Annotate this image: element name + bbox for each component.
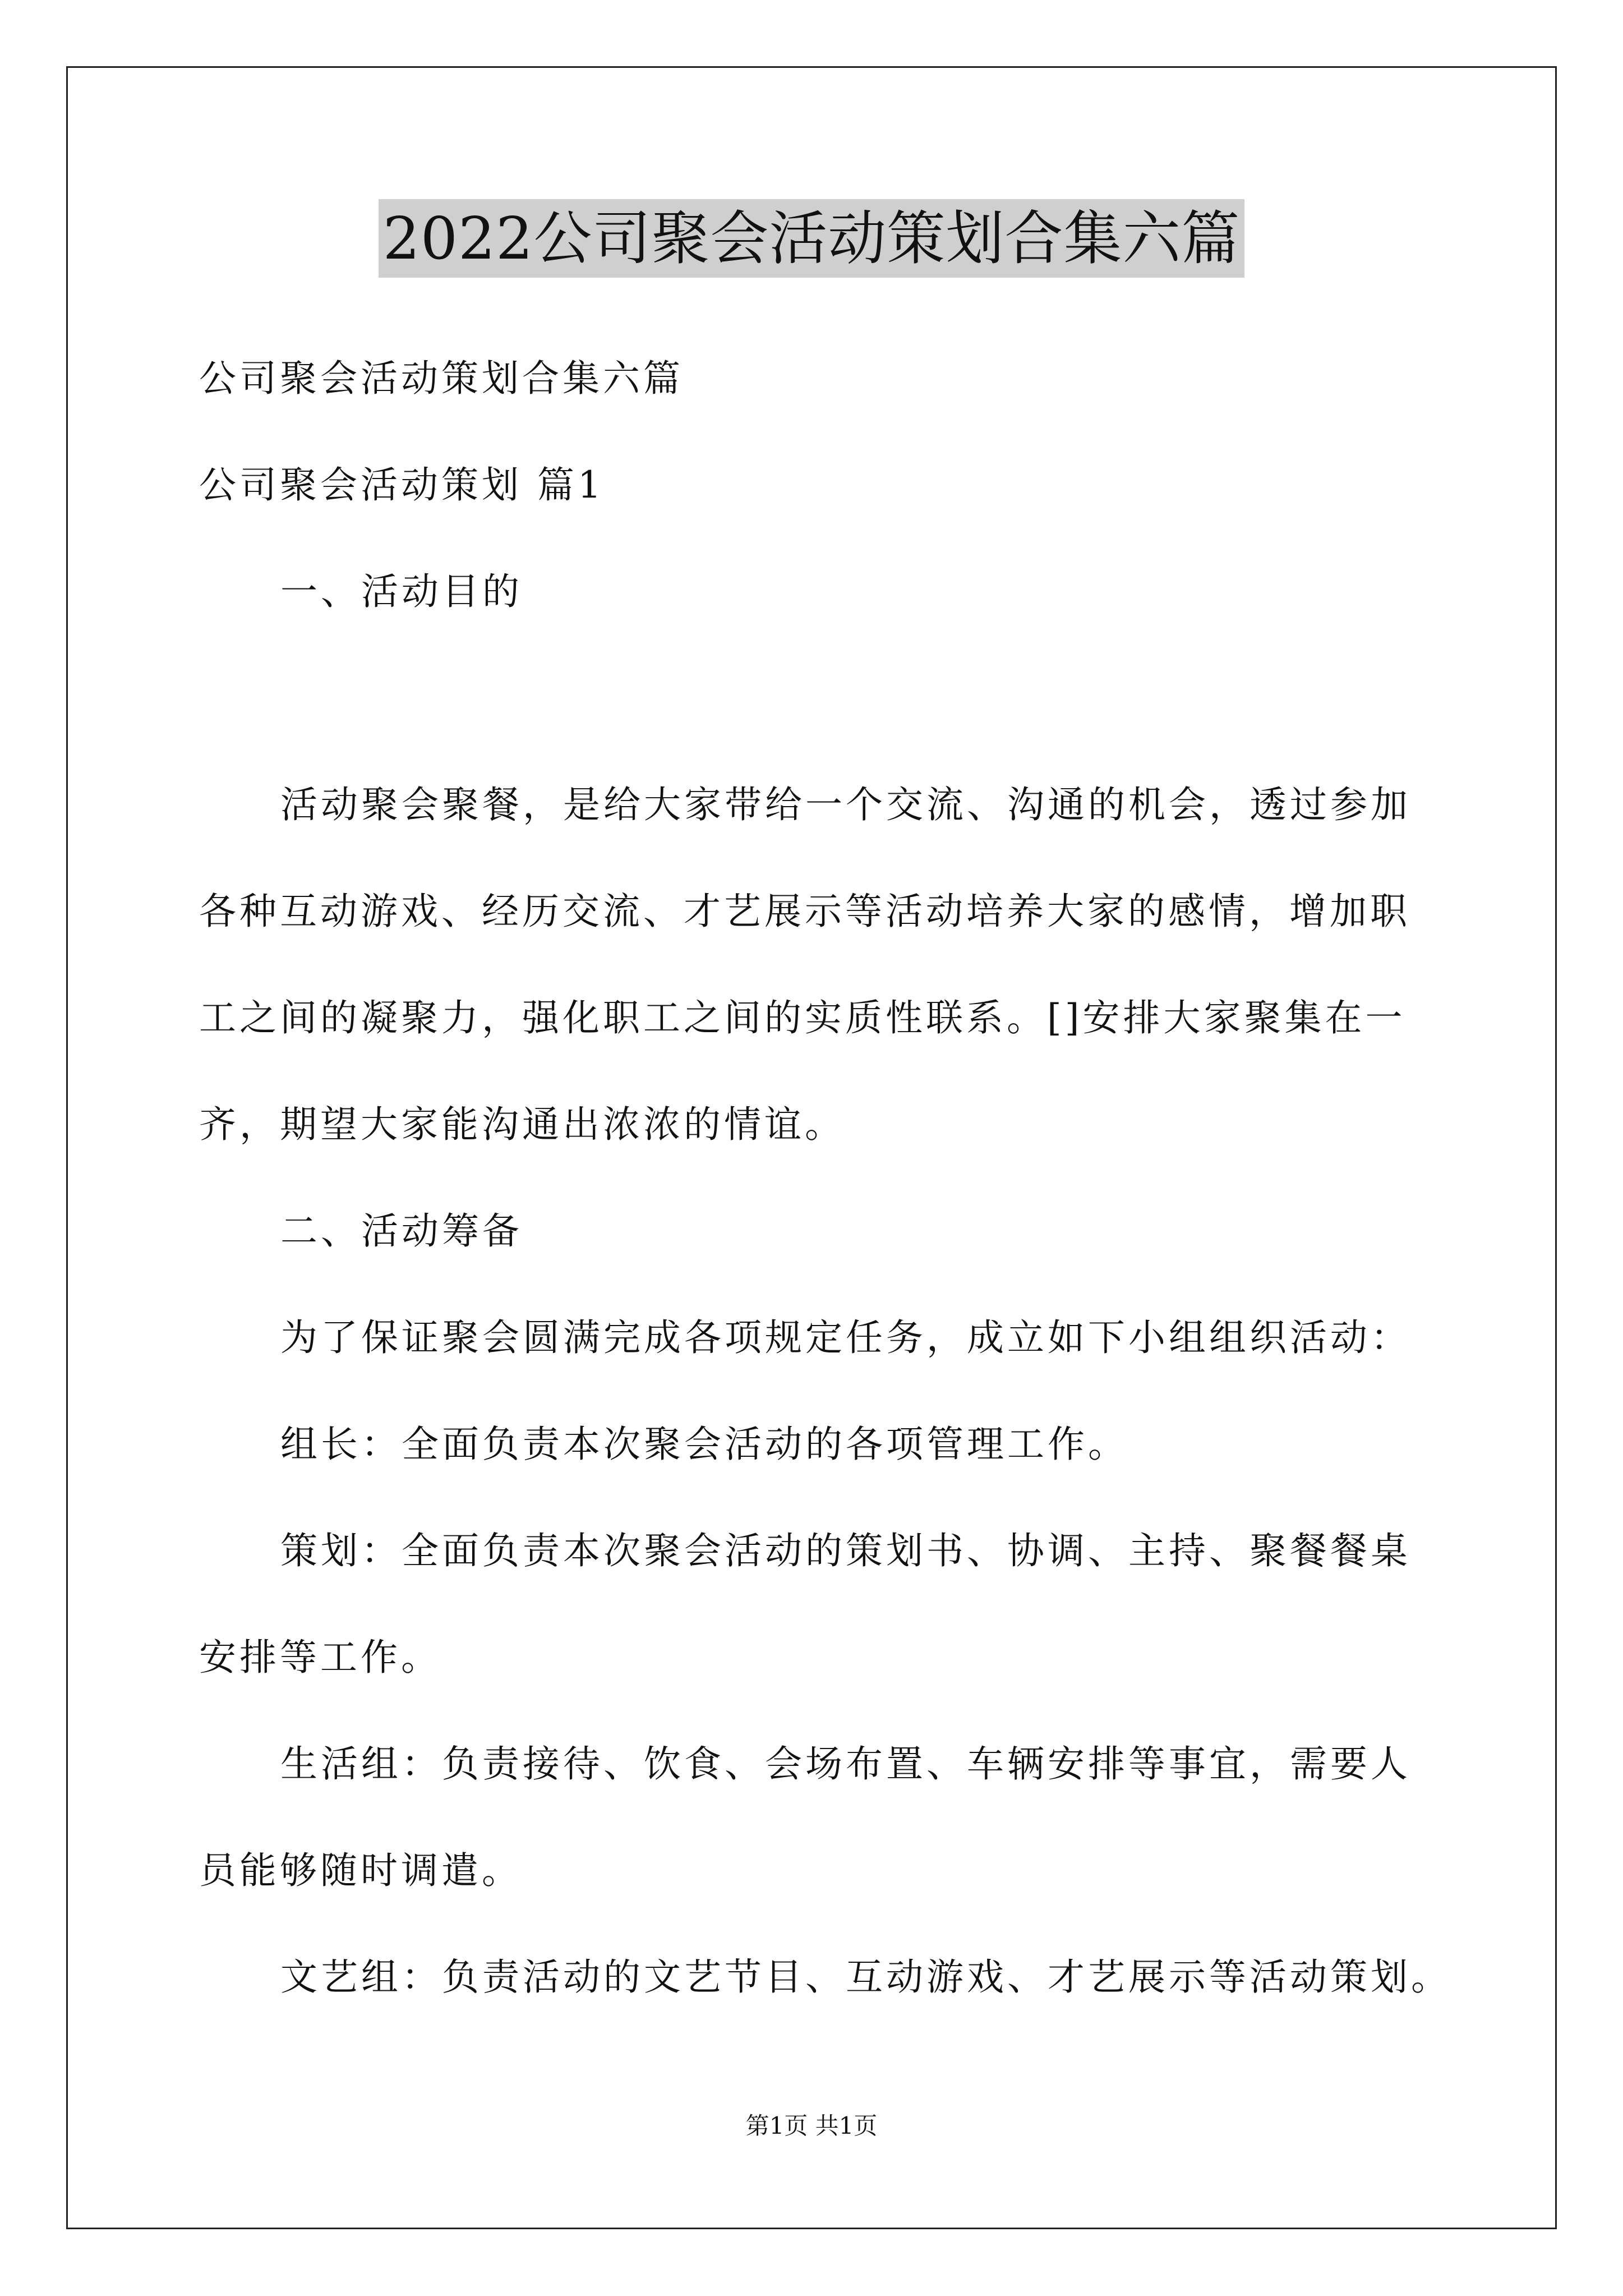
paragraph-line: 各种互动游戏、经历交流、才艺展示等活动培养大家的感情，增加职: [199, 890, 1410, 933]
paragraph-line: 组长：全面负责本次聚会活动的各项管理工作。: [280, 1423, 1128, 1466]
document-title: 2022公司聚会活动策划合集六篇: [379, 199, 1245, 278]
page-footer: 第1页 共1页: [745, 2112, 878, 2139]
subtitle-line: 公司聚会活动策划合集六篇: [199, 357, 684, 400]
paragraph-line: 员能够随时调遣。: [199, 1849, 522, 1892]
title-wrap: [0, 199, 1623, 278]
paragraph-line: 齐，期望大家能沟通出浓浓的情谊。: [199, 1103, 845, 1146]
paragraph-line: 文艺组：负责活动的文艺节目、互动游戏、才艺展示等活动策划。: [280, 1955, 1451, 1999]
heading-purpose: 一、活动目的: [280, 570, 523, 613]
paragraph-line: 策划：全面负责本次聚会活动的策划书、协调、主持、聚餐餐桌: [280, 1529, 1411, 1572]
heading-preparation: 二、活动筹备: [280, 1209, 523, 1253]
paragraph-line: 工之间的凝聚力，强化职工之间的实质性联系。[]安排大家聚集在一: [199, 996, 1406, 1039]
paragraph-line: 生活组：负责接待、饮食、会场布置、车辆安排等事宜，需要人: [280, 1742, 1411, 1786]
paragraph-line: 为了保证聚会圆满完成各项规定任务，成立如下小组组织活动：: [280, 1316, 1411, 1359]
paragraph-line: 安排等工作。: [199, 1636, 441, 1679]
section-heading: 公司聚会活动策划 篇1: [199, 463, 605, 507]
paragraph-line: 活动聚会聚餐，是给大家带给一个交流、沟通的机会，透过参加: [280, 783, 1411, 826]
